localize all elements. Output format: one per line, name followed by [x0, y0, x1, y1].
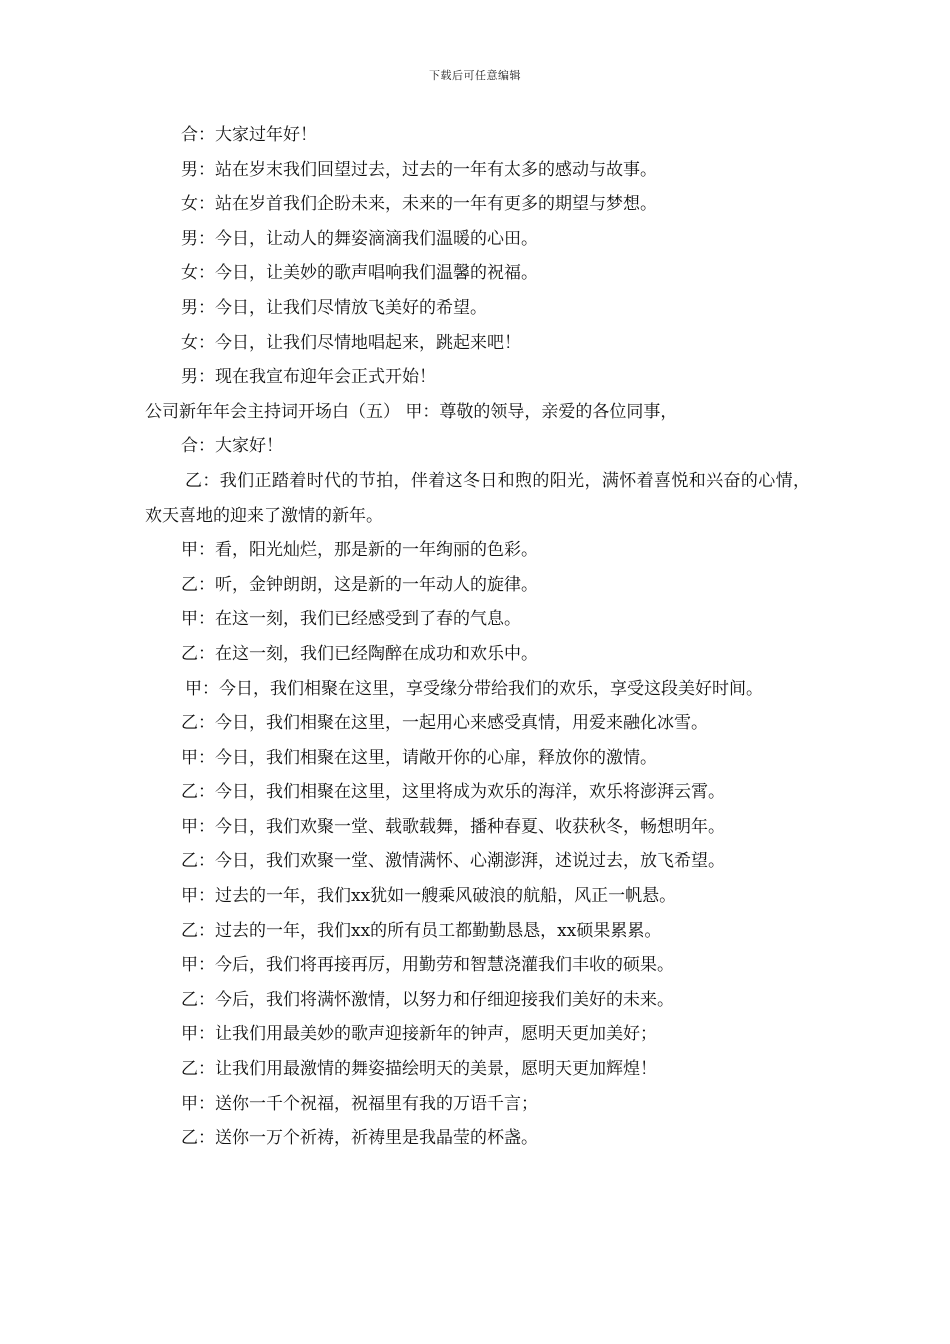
- script-line: 合：大家好！: [181, 436, 283, 457]
- script-line: 乙：今后，我们将满怀激情，以努力和仔细迎接我们美好的未来。: [181, 989, 674, 1010]
- script-line: 女：今日，让美妙的歌声唱响我们温馨的祝福。: [181, 263, 538, 284]
- script-line: 甲：今后，我们将再接再厉，用勤劳和智慧浇灌我们丰收的硕果。: [181, 955, 674, 976]
- script-line: 男：今日，让我们尽情放飞美好的希望。: [181, 297, 487, 318]
- script-line: 甲：在这一刻，我们已经感受到了春的气息。: [181, 609, 521, 630]
- script-line: 甲：让我们用最美妙的歌声迎接新年的钟声，愿明天更加美好；: [181, 1024, 657, 1045]
- script-line: 甲：过去的一年，我们xx犹如一艘乘风破浪的航船，风正一帆悬。: [181, 886, 677, 907]
- script-line: 乙：让我们用最激情的舞姿描绘明天的美景，愿明天更加辉煌！: [181, 1059, 657, 1080]
- script-paragraph: 乙：我们正踏着时代的节拍，伴着这冬日和煦的阳光，满怀着喜悦和兴奋的心情，欢天喜地的迎来了激情的新年。: [145, 470, 810, 526]
- script-line: 合：大家过年好！: [181, 125, 317, 145]
- page-header-note: 下载后可任意编辑: [429, 69, 521, 82]
- script-line: 甲：看，阳光灿烂，那是新的一年绚丽的色彩。: [181, 540, 538, 561]
- script-line: 乙：今日，我们欢聚一堂、激情满怀、心潮澎湃，述说过去，放飞希望。: [181, 851, 725, 872]
- script-line: 男：站在岁末我们回望过去，过去的一年有太多的感动与故事。: [181, 159, 657, 180]
- script-line: 甲：今日，我们相聚在这里，请敞开你的心扉，释放你的激情。: [181, 747, 657, 768]
- script-line: 乙：今日，我们相聚在这里，一起用心来感受真情，用爱来融化冰雪。: [181, 713, 708, 734]
- script-line: 乙：送你一万个祈祷，祈祷里是我晶莹的杯盏。: [181, 1128, 538, 1149]
- script-line: 男：现在我宣布迎年会正式开始！: [181, 367, 436, 388]
- script-paragraph: 甲：今日，我们相聚在这里，享受缘分带给我们的欢乐，享受这段美好时间。: [185, 678, 763, 699]
- section-heading-line: 公司新年年会主持词开场白（五） 甲：尊敬的领导，亲爱的各位同事，: [145, 401, 678, 422]
- script-line: 女：今日，让我们尽情地唱起来，跳起来吧！: [181, 332, 521, 353]
- script-line: 男：今日，让动人的舞姿滴滴我们温暖的心田。: [181, 228, 538, 249]
- script-line: 乙：在这一刻，我们已经陶醉在成功和欢乐中。: [181, 643, 538, 664]
- script-line: 甲：送你一千个祝福，祝福里有我的万语千言；: [181, 1093, 538, 1114]
- script-line: 女：站在岁首我们企盼未来，未来的一年有更多的期望与梦想。: [181, 194, 657, 215]
- script-line: 乙：今日，我们相聚在这里，这里将成为欢乐的海洋，欢乐将澎湃云霄。: [181, 782, 725, 803]
- script-line: 甲：今日，我们欢聚一堂、载歌载舞，播种春夏、收获秋冬，畅想明年。: [181, 816, 725, 837]
- document-body: [145, 118, 810, 1156]
- script-line: 乙：听，金钟朗朗，这是新的一年动人的旋律。: [181, 574, 538, 595]
- script-line: 乙：过去的一年，我们xx的所有员工都勤勤恳恳，xx硕果累累。: [181, 920, 662, 941]
